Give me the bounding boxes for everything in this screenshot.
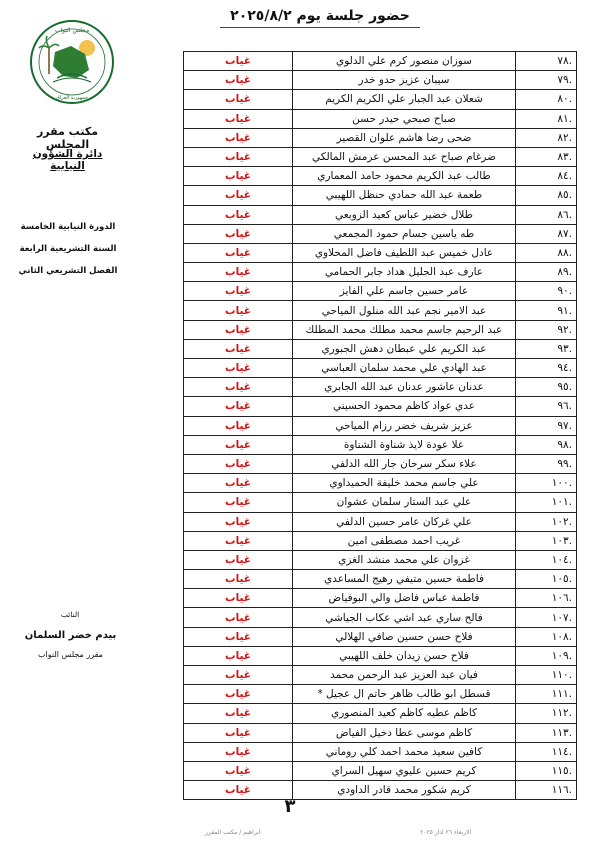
member-name: عبد الرحيم جاسم محمد مطلك محمد المطلك	[293, 320, 516, 339]
row-number: .١٠١	[516, 493, 577, 512]
attendance-status: غياب	[184, 224, 293, 243]
table-row	[184, 474, 577, 493]
attendance-status: غياب	[184, 608, 293, 627]
signature-role: مقرر مجلس النواب	[38, 650, 103, 659]
attendance-status: غياب	[184, 90, 293, 109]
footer-left-text: ابراهيم / مكتب المقرر	[205, 829, 261, 836]
member-name: فاطمة عباس فاضل والي البوفياض	[293, 589, 516, 608]
table-row	[184, 339, 577, 358]
table-row	[184, 378, 577, 397]
attendance-status: غياب	[184, 435, 293, 454]
member-name: علي غركان عامر حسين الدلفي	[293, 512, 516, 531]
row-number: .٩٢	[516, 320, 577, 339]
attendance-status: غياب	[184, 512, 293, 531]
row-number: .١١٣	[516, 723, 577, 742]
table-row	[184, 627, 577, 646]
attendance-status: غياب	[184, 339, 293, 358]
member-name: فلاح حسن زيدان خلف اللهيبي	[293, 646, 516, 665]
attendance-status: غياب	[184, 205, 293, 224]
attendance-status: غياب	[184, 723, 293, 742]
table-row	[184, 167, 577, 186]
attendance-status: غياب	[184, 397, 293, 416]
table-row	[184, 589, 577, 608]
member-name: ضرغام صباح عبد المحسن عرمش المالكي	[293, 147, 516, 166]
page-number: ٣	[284, 796, 296, 817]
row-number: .١١٥	[516, 761, 577, 780]
member-name: شعلان عبد الجبار علي الكريم الكريم	[293, 90, 516, 109]
member-name: سوزان منصور كرم علي الدلوي	[293, 52, 516, 71]
attendance-status: غياب	[184, 416, 293, 435]
row-number: .٩٣	[516, 339, 577, 358]
member-name: كافين سعيد محمد احمد كلي روماني	[293, 742, 516, 761]
table-row	[184, 454, 577, 473]
attendance-status: غياب	[184, 589, 293, 608]
member-name: عدي عواد كاظم محمود الحسيني	[293, 397, 516, 416]
attendance-status: غياب	[184, 109, 293, 128]
attendance-status: غياب	[184, 666, 293, 685]
table-row	[184, 320, 577, 339]
attendance-status: غياب	[184, 454, 293, 473]
row-number: .١٠٠	[516, 474, 577, 493]
row-number: .٨٤	[516, 167, 577, 186]
attendance-status: غياب	[184, 282, 293, 301]
row-number: .١١١	[516, 685, 577, 704]
table-row	[184, 147, 577, 166]
table-row	[184, 570, 577, 589]
row-number: .١٠٥	[516, 570, 577, 589]
table-row	[184, 301, 577, 320]
table-row	[184, 512, 577, 531]
table-row	[184, 71, 577, 90]
attendance-status: غياب	[184, 761, 293, 780]
attendance-status: غياب	[184, 243, 293, 262]
page-title: حضور جلسة يوم ٢٠٢٥/٨/٢	[230, 8, 410, 24]
row-number: .٨٢	[516, 128, 577, 147]
table-row	[184, 646, 577, 665]
title-underline	[220, 27, 420, 28]
attendance-status: غياب	[184, 531, 293, 550]
member-name: قسطل ابو طالب ظاهر حاتم ال عجيل *	[293, 685, 516, 704]
attendance-status: غياب	[184, 167, 293, 186]
table-row	[184, 781, 577, 800]
row-number: .٩٧	[516, 416, 577, 435]
row-number: .١٠٦	[516, 589, 577, 608]
member-name: كريم شكور محمد قادر الداودي	[293, 781, 516, 800]
member-name: طعمة عبد الله حمادي حنظل اللهيبي	[293, 186, 516, 205]
department-title: دائرة الشؤون النيابية	[32, 148, 103, 172]
row-number: .٩٤	[516, 359, 577, 378]
row-number: .٩٥	[516, 378, 577, 397]
parliament-logo	[27, 18, 117, 106]
attendance-status: غياب	[184, 474, 293, 493]
table-row	[184, 243, 577, 262]
member-name: طالب عبد الكريم محمود حامد المعماري	[293, 167, 516, 186]
row-number: .١٠٢	[516, 512, 577, 531]
row-number: .٨٣	[516, 147, 577, 166]
attendance-status: غياب	[184, 71, 293, 90]
session-line: الفصل التشريعي الثاني	[18, 266, 118, 276]
table-row	[184, 397, 577, 416]
member-name: فاطمة حسين متيفي رهيج المساعدي	[293, 570, 516, 589]
row-number: .٨١	[516, 109, 577, 128]
member-name: فيان عبد العزيز عبد الرحمن محمد	[293, 666, 516, 685]
member-name: طه ياسين جسام حمود المجمعي	[293, 224, 516, 243]
member-name: سيبان عزيز حدو خدر	[293, 71, 516, 90]
row-number: .٩١	[516, 301, 577, 320]
attendance-status: غياب	[184, 570, 293, 589]
row-number: .٩٨	[516, 435, 577, 454]
attendance-status: غياب	[184, 359, 293, 378]
row-number: .٨٨	[516, 243, 577, 262]
row-number: .٧٩	[516, 71, 577, 90]
office-title: مكتب مقرر المجلس	[36, 125, 99, 151]
row-number: .١١٢	[516, 704, 577, 723]
row-number: .١٠٧	[516, 608, 577, 627]
attendance-status: غياب	[184, 627, 293, 646]
row-number: .١٠٣	[516, 531, 577, 550]
table-row	[184, 493, 577, 512]
table-row	[184, 52, 577, 71]
table-row	[184, 608, 577, 627]
table-row	[184, 723, 577, 742]
member-name: عبد الهادي علي محمد سلمان العباسي	[293, 359, 516, 378]
member-name: فلاح حسن حسين صافي الهلالي	[293, 627, 516, 646]
signature-title: النائب	[60, 610, 80, 619]
member-name: صباح صبحي حيدر حسن	[293, 109, 516, 128]
footer-right-text: الاربعاء ٢٦ اذار ٢٠٢٥	[420, 829, 472, 836]
table-row	[184, 742, 577, 761]
attendance-status: غياب	[184, 147, 293, 166]
member-name: عبد الكريم علي عبطان دهش الجبوري	[293, 339, 516, 358]
table-row	[184, 128, 577, 147]
member-name: عادل خميس عبد اللطيف فاضل المحلاوي	[293, 243, 516, 262]
session-line: الدورة النيابية الخامسة	[20, 222, 116, 232]
row-number: .٨٠	[516, 90, 577, 109]
member-name: علي جاسم محمد خليفة الحميداوي	[293, 474, 516, 493]
row-number: .٨٥	[516, 186, 577, 205]
attendance-status: غياب	[184, 742, 293, 761]
table-row	[184, 435, 577, 454]
member-name: كريم حسين عليوي سهيل السراي	[293, 761, 516, 780]
table-row	[184, 263, 577, 282]
member-name: كاظم عطيه كاظم كعيد المنصوري	[293, 704, 516, 723]
attendance-status: غياب	[184, 646, 293, 665]
table-row	[184, 186, 577, 205]
table-row	[184, 416, 577, 435]
attendance-status: غياب	[184, 301, 293, 320]
row-number: .١٠٩	[516, 646, 577, 665]
svg-text:مجلس النواب: مجلس النواب	[54, 27, 90, 34]
member-name: عزيز شريف خضر رزام المياحي	[293, 416, 516, 435]
table-row	[184, 761, 577, 780]
member-name: عامر حسين جاسم علي الفايز	[293, 282, 516, 301]
row-number: .٧٨	[516, 52, 577, 71]
row-number: .١١٦	[516, 781, 577, 800]
attendance-status: غياب	[184, 128, 293, 147]
table-row	[184, 550, 577, 569]
table-row	[184, 90, 577, 109]
table-row	[184, 205, 577, 224]
table-row	[184, 685, 577, 704]
row-number: .١١٠	[516, 666, 577, 685]
row-number: .١١٤	[516, 742, 577, 761]
attendance-status: غياب	[184, 52, 293, 71]
row-number: .٩٠	[516, 282, 577, 301]
attendance-status: غياب	[184, 550, 293, 569]
row-number: .٨٧	[516, 224, 577, 243]
attendance-status: غياب	[184, 704, 293, 723]
signature-name: بيدم خضر السلمان	[24, 630, 117, 641]
attendance-status: غياب	[184, 263, 293, 282]
row-number: .٨٦	[516, 205, 577, 224]
attendance-status: غياب	[184, 320, 293, 339]
row-number: .٩٦	[516, 397, 577, 416]
attendance-status: غياب	[184, 685, 293, 704]
attendance-status: غياب	[184, 493, 293, 512]
table-row	[184, 359, 577, 378]
row-number: .٩٩	[516, 454, 577, 473]
member-name: كاظم موسى عطا دخيل الفياض	[293, 723, 516, 742]
member-name: علاء سكر سرحان جار الله الدلفي	[293, 454, 516, 473]
table-row	[184, 109, 577, 128]
row-number: .٨٩	[516, 263, 577, 282]
session-line: السنة التشريعية الرابعة	[19, 244, 117, 254]
attendance-table	[183, 51, 577, 800]
member-name: عدنان عاشور عدنان عبد الله الجابري	[293, 378, 516, 397]
table-row	[184, 666, 577, 685]
row-number: .١٠٨	[516, 627, 577, 646]
member-name: طلال خضير عباس كعيد الزوبعي	[293, 205, 516, 224]
member-name: ضحى رضا هاشم علوان القصير	[293, 128, 516, 147]
member-name: عبد الامير نجم عبد الله منلول المياحي	[293, 301, 516, 320]
member-name: عارف عبد الجليل هداد جابر الحمامي	[293, 263, 516, 282]
svg-text:جمهورية العراق: جمهورية العراق	[55, 95, 89, 101]
attendance-status: غياب	[184, 378, 293, 397]
table-row	[184, 531, 577, 550]
member-name: غزوان علي محمد منشد الغزي	[293, 550, 516, 569]
member-name: علا عودة لايذ شناوة الشناوة	[293, 435, 516, 454]
member-name: غريب احمد مصطفى امين	[293, 531, 516, 550]
member-name: فالح ساري عبد اشي عكاب الجياشي	[293, 608, 516, 627]
attendance-status: غياب	[184, 781, 293, 800]
table-row	[184, 282, 577, 301]
table-row	[184, 704, 577, 723]
attendance-status: غياب	[184, 186, 293, 205]
row-number: .١٠٤	[516, 550, 577, 569]
table-row	[184, 224, 577, 243]
member-name: علي عبد الستار سلمان عشوان	[293, 493, 516, 512]
